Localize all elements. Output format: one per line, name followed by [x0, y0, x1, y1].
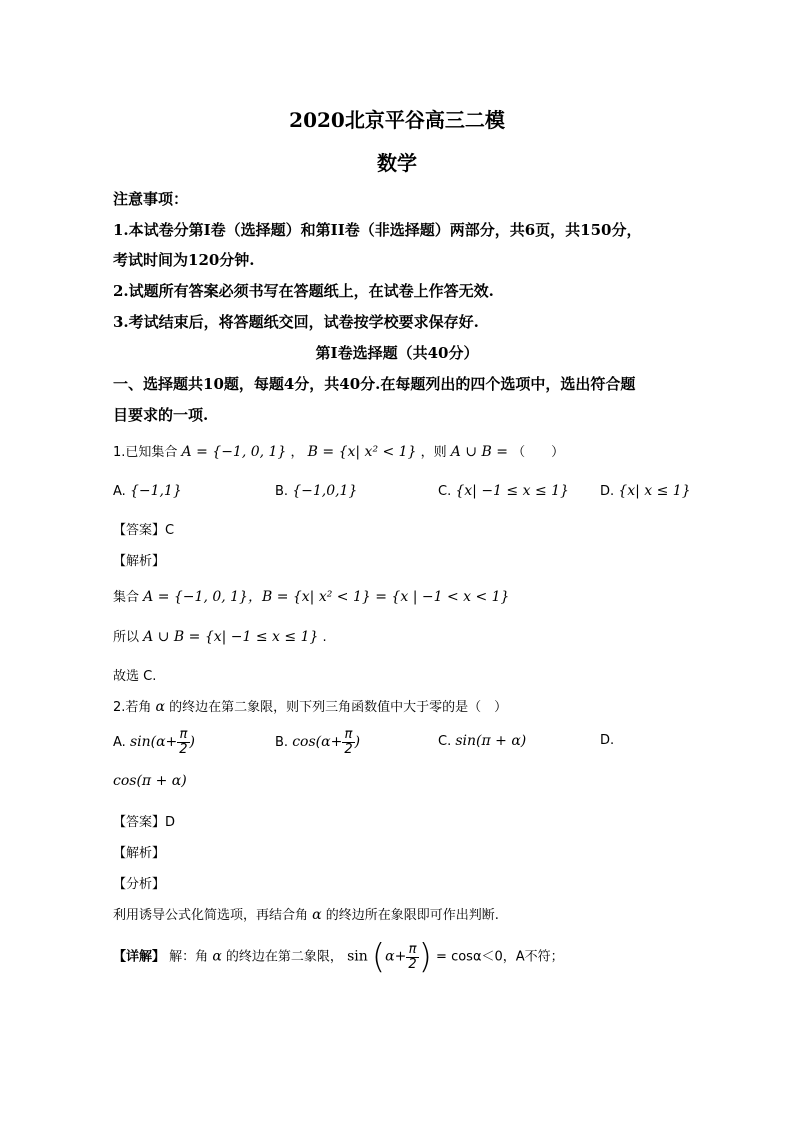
q2-alpha: α	[155, 699, 166, 715]
section-desc-line-2: 目要求的一项.	[113, 406, 209, 424]
q2-detail-prefix: 解：角	[169, 949, 209, 965]
q1-answer-value: C	[165, 523, 175, 538]
q1-option-a-label: A.	[113, 484, 126, 499]
q2-option-a-num: π	[177, 728, 189, 743]
q2-option-a	[113, 728, 195, 757]
q1-option-b-value: {−1,0,1}	[292, 483, 358, 499]
q1-option-a-value: {−1,1}	[129, 483, 182, 499]
q1-set-b: B = {x| x² < 1}	[307, 444, 417, 460]
q1-set-a: A = {−1, 0, 1}	[181, 444, 287, 460]
q2-option-b-num: π	[342, 728, 354, 743]
section-title: 第I卷选择题（共40分）	[315, 344, 479, 362]
q2-detail-mid: 的终边在第二象限，	[225, 949, 343, 965]
q2-detail-den: 2	[408, 956, 417, 972]
q1-line2-math: A ∪ B = {x| −1 ≤ x ≤ 1}	[143, 629, 319, 645]
q2-option-a-den: 2	[179, 742, 188, 757]
q2-detail-num: π	[406, 943, 418, 958]
q1-union: A ∪ B =	[450, 444, 509, 460]
q2-option-d-label: D.	[600, 733, 615, 748]
q2-option-a-label: A.	[113, 735, 126, 750]
q1-line1-prefix: 集合	[113, 590, 140, 605]
q1-option-b-label: B.	[275, 484, 289, 499]
question-1-stem	[113, 441, 564, 460]
q2-option-b-label: B.	[275, 735, 289, 750]
q2-fenxi-prefix: 利用诱导公式化简选项，再结合角	[113, 908, 309, 923]
q2-fenxi-line	[113, 904, 499, 923]
q2-detail-line	[113, 937, 564, 977]
q2-answer-value: D	[165, 815, 176, 830]
q2-option-c-label: C.	[438, 734, 452, 749]
q2-detail-alpha: α	[212, 948, 222, 965]
notice-item-3: 3.考试结束后，将答题纸交回，试卷按学校要求保存好.	[113, 313, 479, 331]
q2-option-b	[275, 728, 360, 757]
q2-detail-frac	[406, 943, 418, 972]
q1-answer-tag: 【答案】	[113, 523, 166, 538]
q2-option-b-frac	[342, 728, 354, 757]
q1-option-c-value: {x| −1 ≤ x ≤ 1}	[455, 483, 569, 499]
q2-detail-close-paren: )	[418, 937, 432, 977]
q2-detail-open-paren: (	[371, 937, 386, 977]
q2-option-a-fn: sin(α+	[129, 734, 178, 750]
q1-option-b	[275, 483, 357, 499]
q2-option-a-frac	[177, 728, 189, 757]
q1-option-c	[438, 483, 569, 499]
q2-option-c	[438, 733, 526, 749]
q1-line1-math: A = {−1, 0, 1}，B = {x| x² < 1} = {x | −1 < x < 1}	[143, 589, 510, 605]
q1-paren: （ ）	[512, 445, 565, 460]
q1-line2-prefix: 所以	[113, 630, 140, 645]
q1-option-d	[600, 483, 691, 499]
q2-fenxi-tag: 【分析】	[113, 877, 166, 892]
q2-fenxi-suffix: 的终边所在象限即可作出判断.	[325, 908, 499, 923]
q2-stem-suffix: 的终边在第二象限，则下列三角函数值中大于零的是（ ）	[169, 700, 508, 715]
notice-item-2: 2.试题所有答案必须书写在答题纸上，在试卷上作答无效.	[113, 282, 494, 300]
q1-option-d-label: D.	[600, 484, 615, 499]
q1-stem-prefix: 1.已知集合	[113, 445, 178, 460]
page-title: 2020北京平谷高三二模	[289, 108, 505, 132]
q1-option-a	[113, 483, 182, 499]
q2-answer	[113, 811, 175, 830]
q2-analysis-tag: 【解析】	[113, 846, 166, 861]
q1-option-d-value: {x| x ≤ 1}	[618, 483, 691, 499]
q1-option-c-label: C.	[438, 484, 452, 499]
q2-detail-fn: sin	[347, 948, 368, 965]
q2-option-b-den: 2	[344, 742, 353, 757]
q1-answer	[113, 519, 174, 538]
q1-sep-2: ，则	[420, 445, 447, 460]
subject-title: 数学	[377, 151, 417, 175]
q2-option-b-close: )	[354, 734, 361, 750]
notice-heading: 注意事项：	[113, 190, 189, 208]
q1-sep-1: ，	[290, 445, 304, 460]
q2-option-c-fn: sin(π + α)	[455, 733, 527, 749]
q1-conclusion: 故选 C.	[113, 669, 157, 684]
q2-answer-tag: 【答案】	[113, 815, 166, 830]
q2-detail-inner: α+	[385, 948, 407, 965]
q2-detail-tag: 【详解】	[113, 949, 166, 965]
q1-analysis-tag: 【解析】	[113, 554, 166, 569]
q2-option-a-close: )	[189, 734, 196, 750]
q2-option-d-fn: cos(π + α)	[113, 773, 187, 789]
notice-item-1-line-1: 1.本试卷分第I卷（选择题）和第II卷（非选择题）两部分，共6页，共150分，	[113, 221, 642, 239]
q1-analysis-line-1	[113, 586, 509, 606]
q1-line2-suffix: .	[322, 630, 327, 645]
section-desc-line-1: 一、选择题共10题，每题4分，共40分.在每题列出的四个选项中，选出符合题	[113, 375, 636, 393]
notice-item-1-line-2: 考试时间为120分钟.	[113, 251, 255, 269]
q2-detail-eq: = cosα＜0，A不符；	[436, 949, 564, 965]
q2-stem-prefix: 2.若角	[113, 700, 152, 715]
q1-analysis-line-2	[113, 626, 327, 645]
q2-option-b-fn: cos(α+	[292, 734, 343, 750]
q2-fenxi-alpha: α	[312, 907, 322, 923]
question-2-stem	[113, 696, 507, 715]
